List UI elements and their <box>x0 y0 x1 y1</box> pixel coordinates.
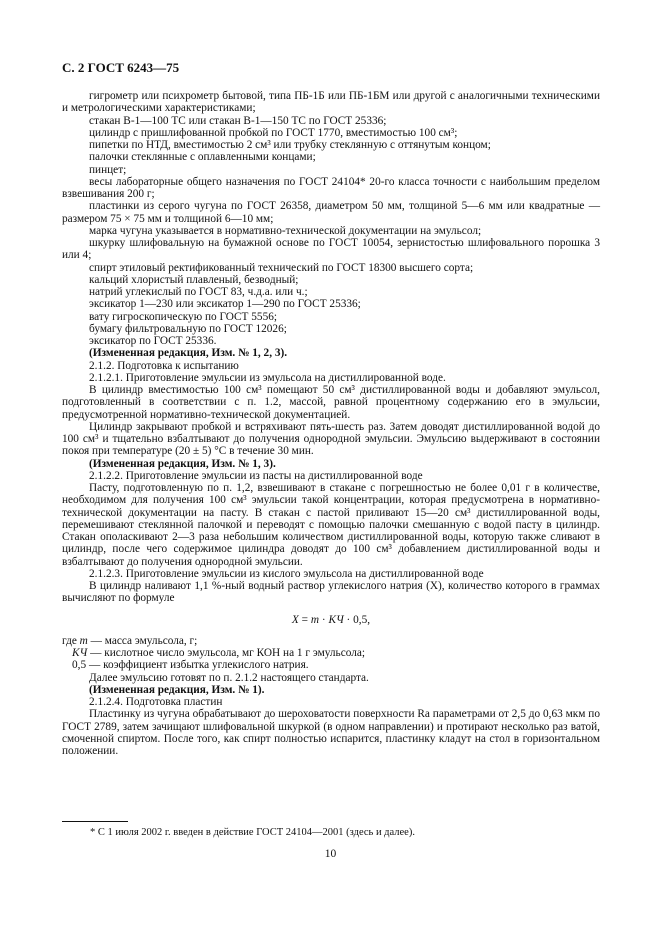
paragraph: Цилиндр закрывают пробкой и встряхивают пять-шесть раз. Затем доводят дистиллированной водой до 100 см³ и тщательно взбалтывают до получения однородной эмульсии. Эмульсию выдерживают в состоянии покоя при температуре (20 ± 5) °С в течение 30 мин. <box>62 420 600 458</box>
paragraph: эксикатор 1—230 или эксикатор 1—290 по ГОСТ 25336; <box>89 298 361 311</box>
paragraph: цилиндр с пришлифованной пробкой по ГОСТ 1770, вместимостью 100 см³; <box>89 126 458 139</box>
paragraphs-part-a <box>62 90 600 605</box>
page-header: С. 2 ГОСТ 6243—75 <box>62 60 180 75</box>
revision-note: (Измененная редакция, Изм. № 1). <box>89 683 265 696</box>
paragraph: спирт этиловый ректификованный технический по ГОСТ 18300 высшего сорта; <box>89 261 474 274</box>
paragraph: 2.1.2.4. Подготовка пластин <box>89 696 223 708</box>
paragraph: бумагу фильтровальную по ГОСТ 12026; <box>89 322 287 335</box>
legend-kch-symbol: КЧ <box>72 647 88 659</box>
paragraph: палочки стеклянные с оплавленными концами; <box>89 151 316 164</box>
revision-note: (Измененная редакция, Изм. № 1, 2, 3). <box>89 347 288 360</box>
formula-rest: · 0,5, <box>343 613 371 626</box>
paragraph: В цилиндр вместимостью 100 см³ помещают 50 см³ дистиллированной воды и добавляют эмульсол, подготовленный в соответствии с п. 1.2, массой, равной процентному содержанию его в эмульсии, предусмотренной нормативно-технической документацией. <box>62 384 600 421</box>
paragraph: В цилиндр наливают 1,1 %-ный водный раствор углекислого натрия (X), количество которого в граммах вычисляют по формуле <box>62 580 600 605</box>
paragraph: 2.1.2.2. Приготовление эмульсии из пасты на дистиллированной воде <box>89 469 423 482</box>
paragraph: весы лабораторные общего назначения по ГОСТ 24104* 20-го класса точности с наибольшим пределом взвешивания 200 г; <box>62 175 600 200</box>
formula-m: m <box>310 613 320 626</box>
document-body <box>62 90 600 757</box>
paragraph: шкурку шлифовальную на бумажной основе по ГОСТ 10054, зернистостью шлифовального порошка 3 или 4; <box>62 237 600 262</box>
paragraphs-part-b <box>62 672 600 758</box>
revision-note: (Измененная редакция, Изм. № 1, 3). <box>89 457 276 470</box>
paragraph: Далее эмульсию готовят по п. 2.1.2 настоящего стандарта. <box>89 671 369 684</box>
paragraph: кальций хлористый плавленый, безводный; <box>89 273 299 286</box>
footnote-divider <box>62 821 128 822</box>
formula-kch: КЧ <box>328 613 344 626</box>
paragraph: пинцет; <box>89 163 127 176</box>
paragraph: Пластинку из чугуна обрабатывают до шероховатости поверхности Ra параметрами от 2,5 до 0,63 мкм по ГОСТ 2789, затем зачищают шлифовальной шкуркой (в одном направлении) и протирают несколько раз ватой, смоченной спиртом. После того, как спирт полностью испарится, пластинку кладут на стол в горизонтальном положении. <box>62 708 600 757</box>
paragraph: марка чугуна указывается в нормативно-технической документации на эмульсол; <box>89 224 482 237</box>
formula-x: X <box>291 613 299 626</box>
legend-coef: 0,5 — коэффициент избытка углекислого натрия. <box>72 659 309 672</box>
paragraph: Пасту, подготовленную по п. 1,2, взвешивают в стакане с погрешностью не более 0,01 г в количестве, необходимом для получения 100 см³ эмульсии такой концентрации, которая предусмотрена в нормативно-технической документации на пасту. В стакан с пастой приливают 15—20 см³ дистиллированной воды, перемешивают стеклянной палочкой и переводят с помощью палочки смешанную с водой пасту в цилиндр. Стакан ополаскивают 2—3 раза небольшим количеством дистиллированной воды, которую также сливают в цилиндр, после чего содержимое цилиндра доводят до 100 см³ добавлением дистиллированной воды и взбалтывают до получения однородной эмульсии. <box>62 482 600 568</box>
paragraph: вату гигроскопическую по ГОСТ 5556; <box>89 310 278 323</box>
paragraph: 2.1.2.3. Приготовление эмульсии из кислого эмульсола на дистиллированной воде <box>89 567 484 580</box>
legend-m <box>62 635 600 647</box>
legend-m-desc: — масса эмульсола, г; <box>87 634 198 647</box>
paragraph: 2.1.2. Подготовка к испытанию <box>89 359 239 372</box>
paragraph: гигрометр или психрометр бытовой, типа ПБ-1Б или ПБ-1БМ или другой с аналогичными техническими и метрологическими характеристиками; <box>62 90 600 115</box>
paragraph: эксикатор по ГОСТ 25336. <box>89 335 217 347</box>
legend-kch-desc: — кислотное число эмульсола, мг КОН на 1 г эмульсола; <box>87 647 365 659</box>
formula <box>62 614 600 626</box>
footnote: * С 1 июля 2002 г. введен в действие ГОСТ 24104—2001 (здесь и далее). <box>90 827 415 838</box>
formula-eq: = <box>298 613 311 626</box>
legend-kch <box>62 647 600 659</box>
legend-m-symbol: m <box>79 634 88 647</box>
paragraph: пипетки по НТД, вместимостью 2 см³ или трубку стеклянную с оттянутым концом; <box>89 139 491 151</box>
page-number: 10 <box>324 848 337 860</box>
formula-dot: · <box>319 613 329 626</box>
paragraph: 2.1.2.1. Приготовление эмульсии из эмульсола на дистиллированной воде. <box>89 371 446 384</box>
paragraph: стакан В-1—100 ТС или стакан В-1—150 ТС по ГОСТ 25336; <box>89 114 387 127</box>
legend-where: где <box>62 634 80 647</box>
paragraph: пластинки из серого чугуна по ГОСТ 26358, диаметром 50 мм, толщиной 5—6 мм или квадратные — размером 75 × 75 мм и толщиной 6—10 мм; <box>62 200 600 225</box>
paragraph: натрий углекислый по ГОСТ 83, ч.д.а. или ч.; <box>89 286 308 298</box>
